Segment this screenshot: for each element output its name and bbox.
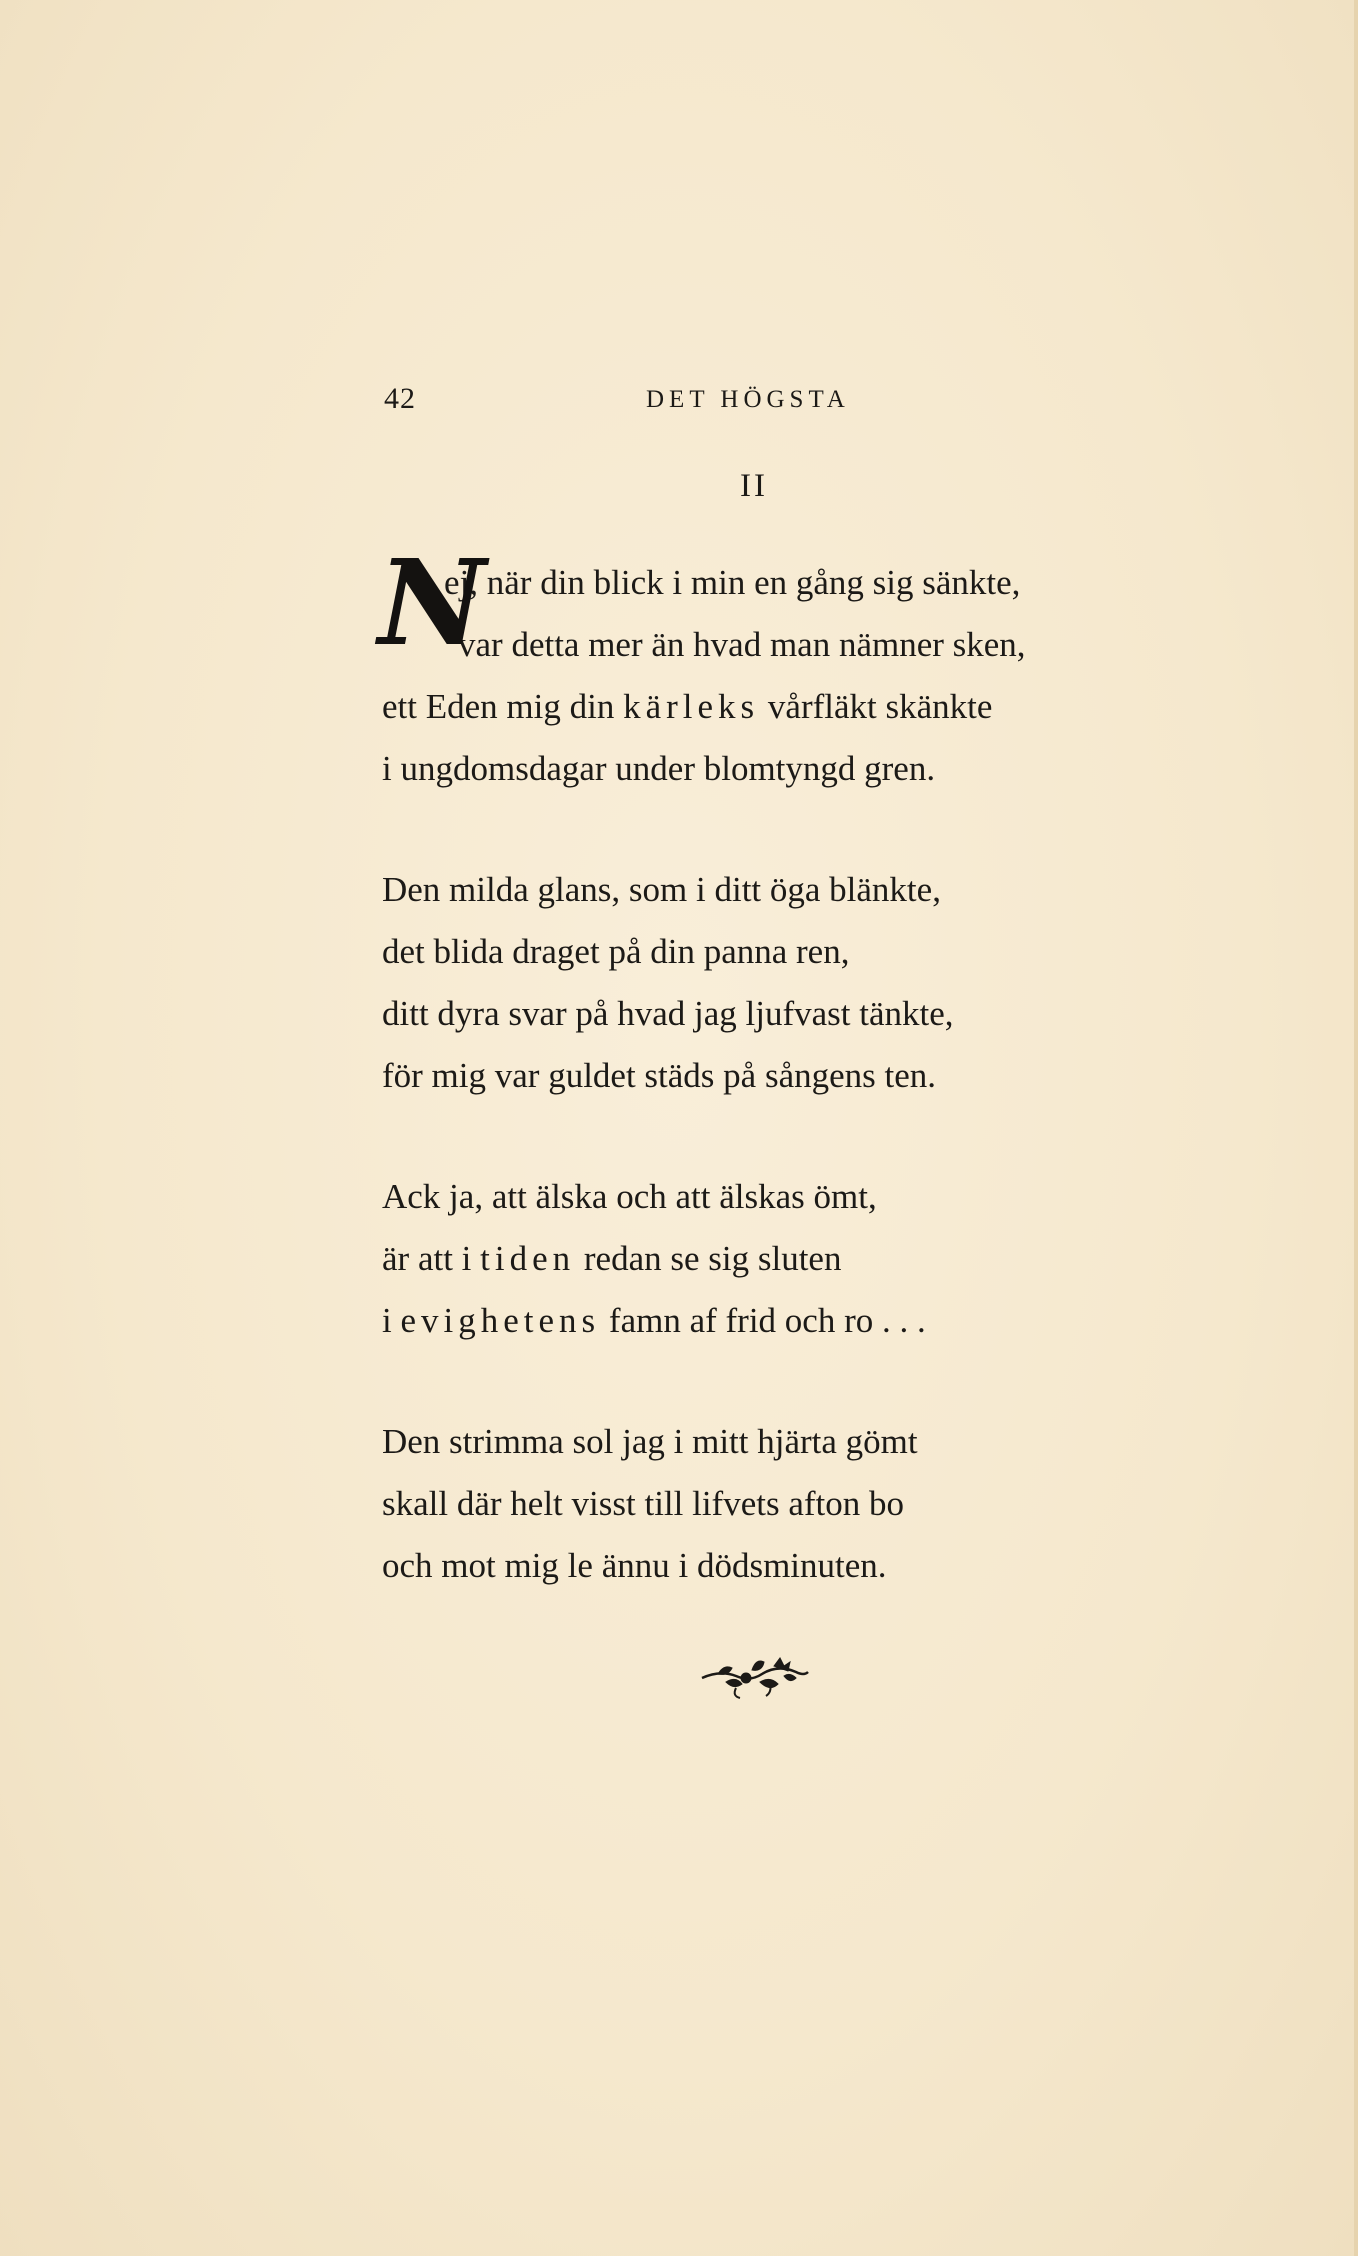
line-text: är att i: [382, 1239, 481, 1278]
running-title: DET HÖGSTA: [646, 386, 850, 413]
poem-line: och mot mig le ännu i dödsminuten.: [382, 1546, 887, 1585]
poem-line: [382, 1290, 1162, 1352]
section-number: II: [740, 468, 768, 504]
poem-line: [382, 676, 1162, 738]
poem-line: det blida draget på din panna ren,: [382, 932, 850, 971]
poem-line: Den milda glans, som i ditt öga blänkte,: [382, 870, 941, 909]
stanza-2: [382, 859, 1162, 1107]
floral-vignette-icon: [700, 1652, 810, 1702]
line-text: i: [382, 1301, 401, 1340]
poem-line: Ack ja, att älska och att älskas ömt,: [382, 1177, 877, 1216]
poem-line: Den strimma sol jag i mitt hjärta gömt: [382, 1422, 918, 1461]
stanza-4: [382, 1411, 1162, 1597]
poem-line: för mig var guldet städs på sångens ten.: [382, 1056, 937, 1095]
emphasized-word: evighetens: [400, 1301, 601, 1340]
line-text: ej, när din blick i min en gång sig sänkte,: [444, 563, 1021, 602]
poem: [378, 533, 1162, 1656]
drop-cap: N: [378, 533, 486, 672]
line-text: famn af frid och ro . . .: [600, 1301, 926, 1340]
stanza-3: [382, 1166, 1162, 1352]
stanza-1: [378, 533, 1162, 800]
line-text: ett Eden mig din: [382, 687, 624, 726]
emphasized-word: tiden: [480, 1239, 576, 1278]
emphasized-word: kärleks: [623, 687, 760, 726]
line-text: redan se sig sluten: [575, 1239, 842, 1278]
page-number: 42: [384, 382, 416, 415]
poem-line: var detta mer än hvad man nämner sken,: [458, 625, 1026, 664]
running-head: [384, 382, 944, 426]
poem-line: [382, 1228, 1162, 1290]
line-text: vårfläkt skänkte: [759, 687, 993, 726]
poem-line: i ungdomsdagar under blomtyngd gren.: [382, 749, 936, 788]
poem-line: skall där helt visst till lifvets afton bo: [382, 1484, 905, 1523]
poem-line: ditt dyra svar på hvad jag ljufvast tänkte,: [382, 994, 954, 1033]
